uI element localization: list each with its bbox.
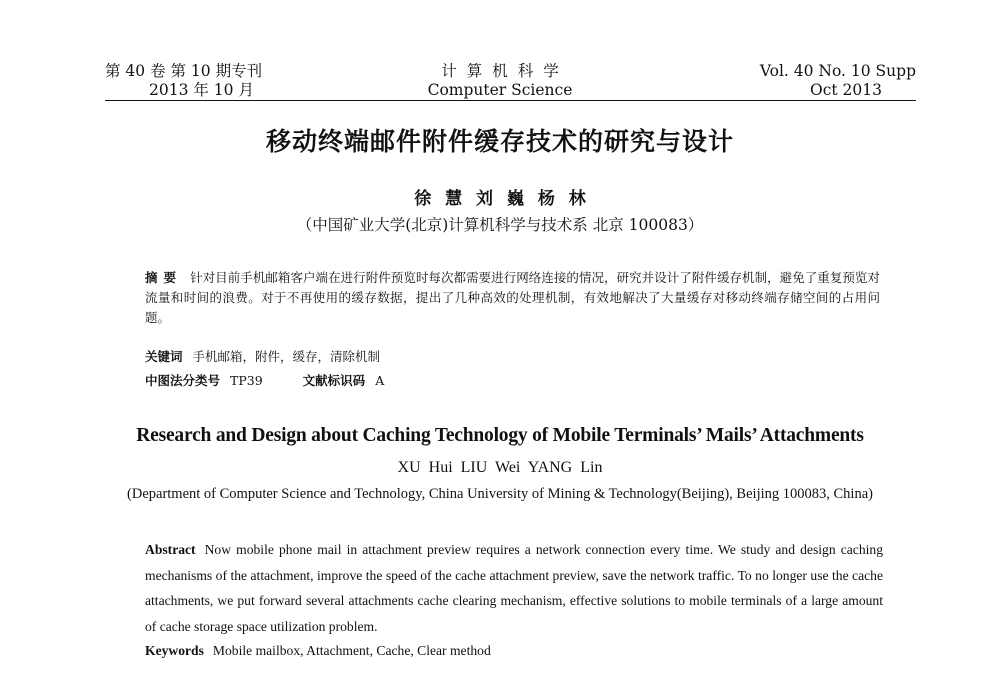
journal-issue-en	[760, 62, 916, 100]
keywords-cn-text: 手机邮箱，附件，缓存，清除机制	[192, 349, 381, 364]
issue-date-en: Oct 2013	[810, 81, 882, 99]
journal-name-en: Computer Science	[427, 81, 573, 99]
paper-title-cn: 移动终端邮件附件缓存技术的研究与设计	[265, 127, 734, 156]
clc-label: 中图法分类号	[145, 373, 221, 388]
classification-row	[145, 371, 880, 391]
journal-name-cn: 计算机科学	[441, 62, 569, 80]
issue-volume-en: Vol. 40 No. 10 Supp	[759, 62, 916, 80]
issue-volume-cn: 第 40 卷 第 10 期专刊	[105, 62, 263, 80]
doc-code-label: 文献标识码	[302, 373, 366, 388]
keywords-cn	[145, 347, 880, 367]
authors-cn: 徐 慧 刘 巍 杨 林	[414, 189, 586, 209]
abstract-en	[145, 537, 883, 639]
clc-value: TP39	[230, 373, 263, 388]
abstract-cn-label: 摘要	[145, 270, 183, 285]
abstract-cn	[145, 268, 880, 328]
keywords-cn-label: 关键词	[145, 349, 183, 364]
doc-code-value: A	[375, 373, 385, 388]
affiliation-en: (Department of Computer Science and Technology, China University of Mining & Technology(Beijing), Beijing 100083, China)	[127, 486, 873, 502]
abstract-en-text: Now mobile phone mail in attachment preview requires a network connection every time. We study and design caching mechanisms of the attachment, improve the speed of the cache attachment preview, save the network traffic. To no longer use the cache attachments, we put forward several attachments cache clearing mechanism, effective solutions to mobile terminals of a large amount of cache storage space utilization problem.	[145, 542, 883, 634]
keywords-en-label: Keywords	[145, 643, 204, 658]
paper-title-en: Research and Design about Caching Technology of Mobile Terminals’ Mails’ Attachments	[136, 425, 864, 446]
keywords-en-text: Mobile mailbox, Attachment, Cache, Clear method	[212, 643, 491, 658]
affiliation-cn: （中国矿业大学(北京)计算机科学与技术系 北京 100083）	[296, 216, 704, 234]
issue-date-cn: 2013 年 10 月	[149, 81, 254, 99]
authors-en: XU Hui LIU Wei YANG Lin	[397, 459, 603, 476]
keywords-en	[145, 638, 883, 664]
abstract-en-label: Abstract	[145, 542, 196, 557]
abstract-cn-text: 针对目前手机邮箱客户端在进行附件预览时每次都需要进行网络连接的情况，研究并设计了附件缓存机制，避免了重复预览对流量和时间的浪费。对于不再使用的缓存数据，提出了几种高效的处理机制，有效地解决了大量缓存对移动终端存储空间的占用问题。	[145, 270, 880, 325]
header-rule	[105, 100, 916, 101]
